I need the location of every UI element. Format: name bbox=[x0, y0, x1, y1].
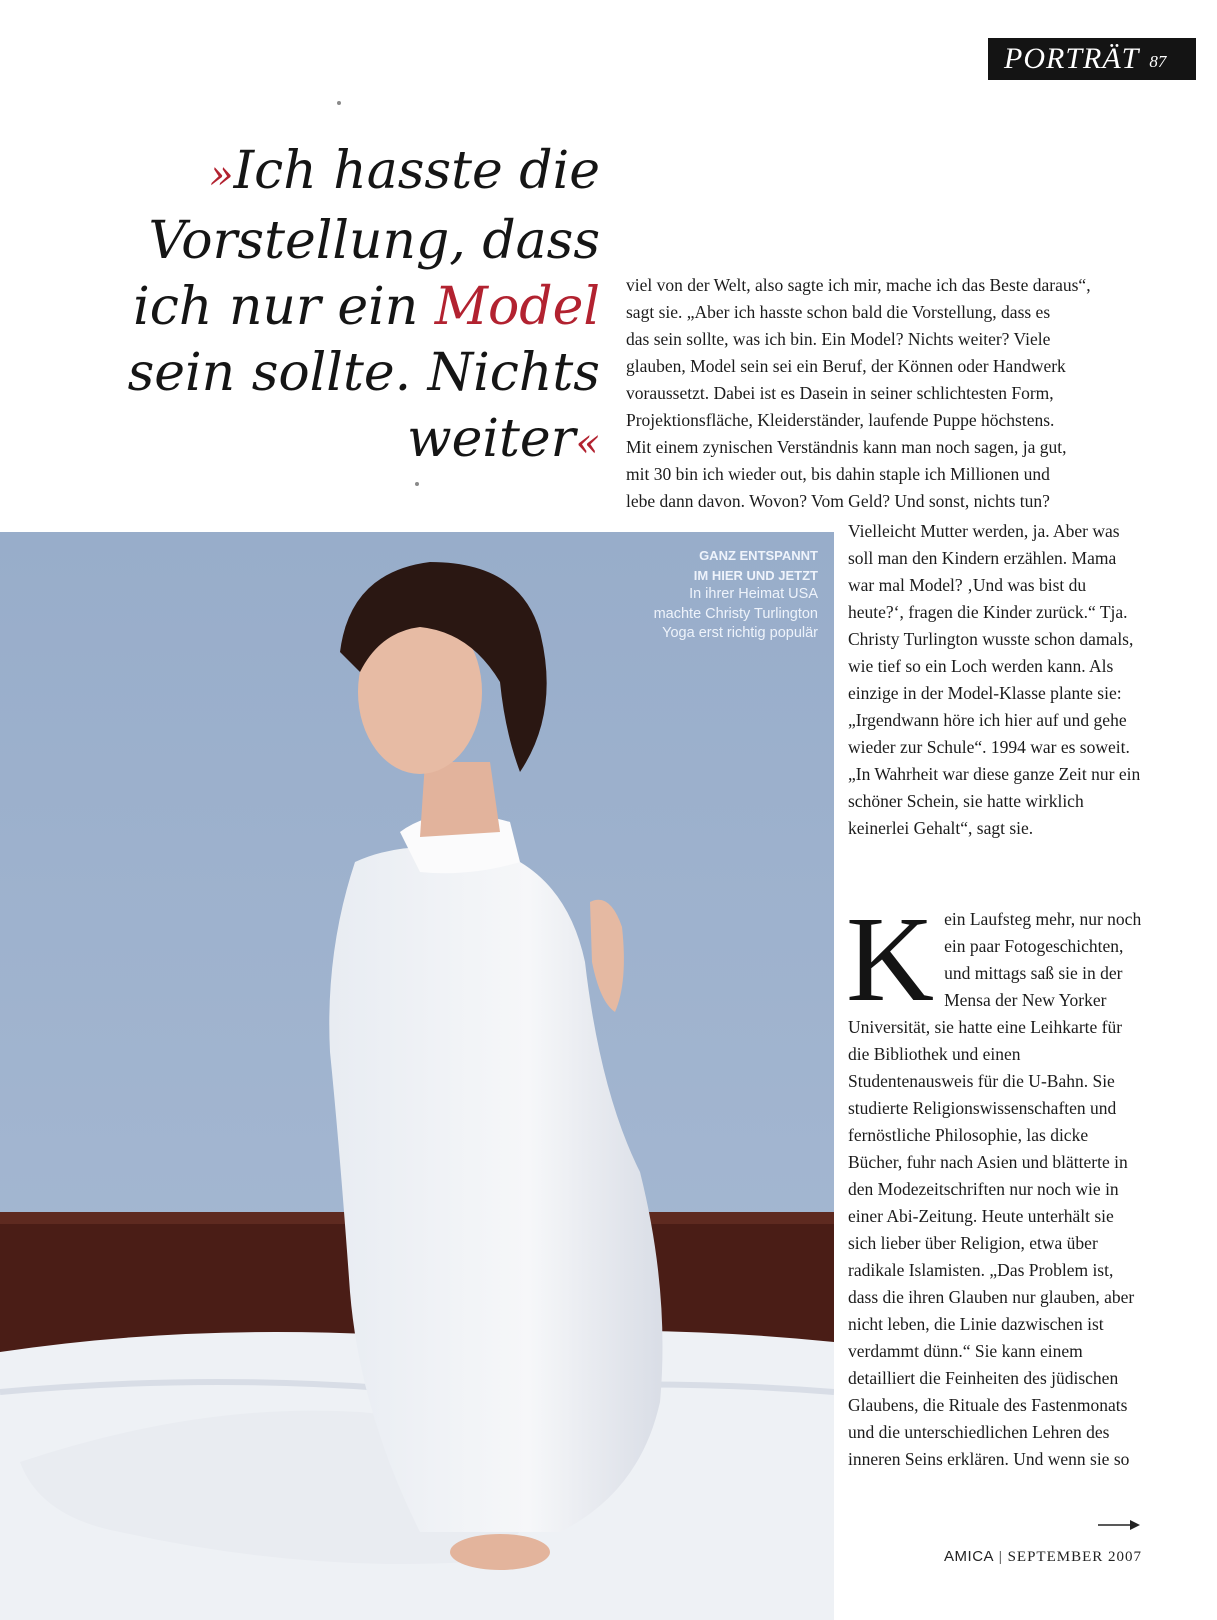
page-footer bbox=[932, 1548, 1142, 1566]
body-line: viel von der Welt, also sagte ich mir, mache ich das Beste daraus“, bbox=[626, 275, 1091, 295]
quote-text-part1: Ich hasste die Vorstellung, dass ich nur ein bbox=[133, 141, 600, 337]
body-line: voraussetzt. Dabei ist es Dasein in seiner schlichtesten Form, bbox=[626, 383, 1054, 403]
body-line: das sein sollte, was ich bin. Ein Model? Nichts weiter? Viele bbox=[626, 329, 1051, 349]
print-dot bbox=[337, 101, 341, 105]
body-text-column bbox=[848, 518, 1142, 842]
caption-text: In ihrer Heimat USA machte Christy Turlington Yoga erst richtig populär bbox=[653, 586, 818, 641]
body-line: Projektionsfläche, Kleiderständer, laufende Puppe höchstens. bbox=[626, 410, 1055, 430]
drop-cap: K bbox=[846, 892, 935, 1027]
body-paragraph: Vielleicht Mutter werden, ja. Aber was soll man den Kindern erzählen. Mama war mal Model? ‚Und was bist du heute?‘, fragen die Kinder zurück.“ Tja. Christy Turlington wusste schon damals, wie tief so ein Loch werden kann. Als einzige in der Model-Klasse plante sie: „Irgendwann höre ich hier auf und gehe wieder zur Schule“. 1994 war es soweit. „In Wahrheit war diese ganze Zeit nur ein schöner Schein, sie hatte wirklich keinerlei Gehalt“, sagt sie. bbox=[848, 521, 1141, 838]
quote-text-part2: sein sollte. Nichts weiter bbox=[127, 343, 600, 469]
section-tag bbox=[988, 38, 1196, 80]
body-text-column-2 bbox=[846, 892, 1142, 1473]
quote-close-mark: « bbox=[575, 420, 600, 466]
quote-highlight: Model bbox=[434, 277, 600, 337]
body-line: mit 30 bin ich wieder out, bis dahin staple ich Millionen und bbox=[626, 464, 1050, 484]
body-line: sagt sie. „Aber ich hasste schon bald die Vorstellung, dass es bbox=[626, 302, 1051, 322]
print-dot bbox=[415, 482, 419, 486]
quote-open-mark: » bbox=[209, 152, 234, 198]
footer-separator: | bbox=[998, 1549, 1003, 1565]
pull-quote bbox=[60, 138, 600, 476]
magazine-brand: AMICA bbox=[944, 1548, 995, 1565]
photo-caption bbox=[640, 546, 818, 644]
body-line: Mit einem zynischen Verständnis kann man noch sagen, ja gut, bbox=[626, 437, 1067, 457]
caption-heading-line2: IM HIER UND JETZT bbox=[693, 567, 818, 583]
body-text-top bbox=[626, 272, 1140, 515]
body-line: lebe dann davon. Wovon? Vom Geld? Und sonst, nichts tun? bbox=[626, 491, 1050, 511]
issue-date: SEPTEMBER 2007 bbox=[1007, 1549, 1142, 1565]
body-paragraph: ein Laufsteg mehr, nur noch ein paar Fotogeschichten, und mittags saß sie in der Mensa der New Yorker Universität, sie hatte eine Leihkarte für die Bibliothek und einen Studentenausweis für die U-Bahn. Sie studierte Religionswissenschaften und fernöstliche Philosophie, las dicke Bücher, fuhr nach Asien und blätterte in den Modezeitschriften nur noch wie in einer Abi-Zeitung. Heute unterhält sie sich lieber über Religion, etwa über radikale Islamisten. „Das Problem ist, dass die ihren Glauben nur glauben, aber nicht leben, die Linie dazwischen ist verdammt dünn.“ Sie kann einem detailliert die Feinheiten des jüdischen Glaubens, die Rituale des Fastenmonats und die unterschiedlichen Lehren des inneren Seins erklären. Und wenn sie so bbox=[848, 909, 1142, 1469]
section-label: PORTRÄT bbox=[1004, 42, 1140, 75]
continue-arrow-icon bbox=[1098, 1518, 1142, 1532]
page-number: 87 bbox=[1149, 52, 1167, 71]
photo-illustration bbox=[0, 532, 834, 1620]
portrait-photo bbox=[0, 532, 834, 1620]
body-line: glauben, Model sein sei ein Beruf, der Können oder Handwerk bbox=[626, 356, 1066, 376]
caption-heading-line1: GANZ ENTSPANNT bbox=[699, 548, 818, 563]
